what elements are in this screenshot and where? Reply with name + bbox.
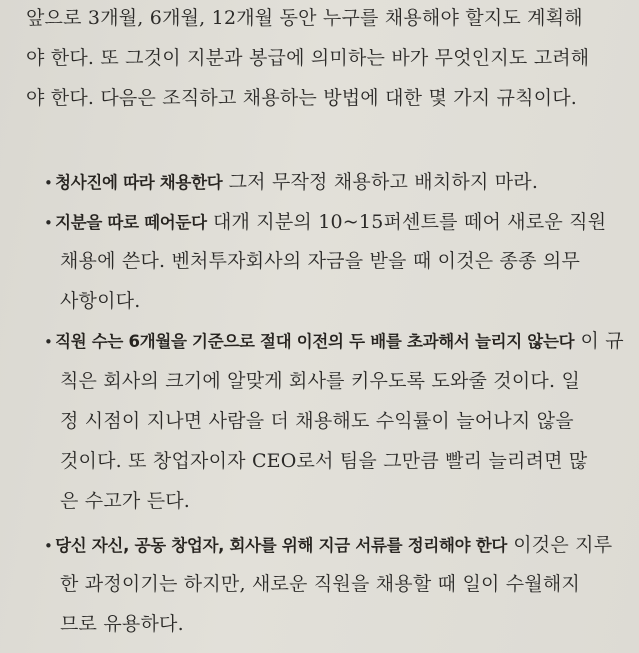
bullet-text: 대개 지분의 10~15퍼센트를 떼어 새로운 직원 bbox=[212, 211, 607, 233]
bullet-term: 지분을 따로 떼어둔다 bbox=[55, 213, 207, 232]
bullet-text: 그저 무작정 채용하고 배치하지 마라. bbox=[228, 171, 539, 193]
bullet-text: 것이다. 또 창업자이자 CEO로서 팀을 그만큼 빨리 늘리려면 많 bbox=[60, 450, 588, 472]
bullet-term: 직원 수는 6개월을 기준으로 절대 이전의 두 배를 초과해서 늘리지 않는다 bbox=[55, 332, 575, 351]
bullet-item bbox=[44, 533, 612, 558]
bullet-marker: • bbox=[44, 537, 54, 555]
bullet-text: 므로 유용하다. bbox=[60, 613, 184, 635]
bullet-item bbox=[44, 329, 624, 354]
bullet-text: 정 시점이 지나면 사람을 더 채용해도 수익률이 늘어나지 않을 bbox=[60, 410, 574, 432]
bullet-text: 은 수고가 든다. bbox=[60, 490, 191, 512]
bullet-term: 당신 자신, 공동 창업자, 회사를 위해 지금 서류를 정리해야 한다 bbox=[55, 536, 507, 555]
intro-line: 야 한다. 다음은 조직하고 채용하는 방법에 대한 몇 가지 규칙이다. bbox=[26, 87, 578, 109]
bullet-text: 이 규 bbox=[580, 330, 624, 352]
bullet-term: 청사진에 따라 채용한다 bbox=[55, 173, 223, 192]
bullet-text: 채용에 쓴다. 벤처투자회사의 자금을 받을 때 이것은 종종 의무 bbox=[60, 250, 581, 272]
bullet-marker: • bbox=[44, 214, 54, 232]
intro-line: 앞으로 3개월, 6개월, 12개월 동안 누구를 채용해야 할지도 계획해 bbox=[26, 7, 583, 29]
intro-line: 야 한다. 또 그것이 지분과 봉급에 의미하는 바가 무엇인지도 고려해 bbox=[26, 47, 590, 69]
bullet-text: 이것은 지루 bbox=[513, 534, 613, 556]
bullet-marker: • bbox=[44, 174, 54, 192]
bullet-text: 사항이다. bbox=[60, 290, 141, 312]
bullet-marker: • bbox=[44, 333, 54, 351]
bullet-text: 칙은 회사의 크기에 알맞게 회사를 키우도록 도와줄 것이다. 일 bbox=[60, 370, 581, 392]
bullet-item bbox=[44, 170, 538, 195]
bullet-text: 한 과정이기는 하지만, 새로운 직원을 채용할 때 일이 수월해지 bbox=[60, 573, 581, 595]
bullet-item bbox=[44, 210, 606, 235]
